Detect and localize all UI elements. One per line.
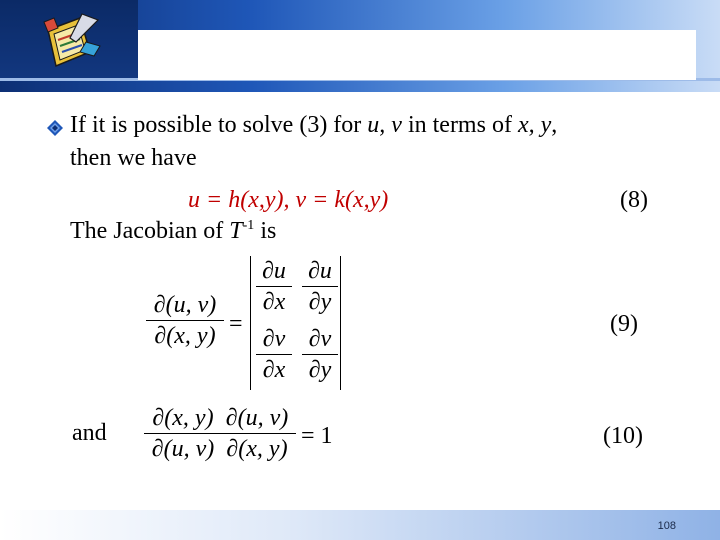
eq10-fraction-1	[144, 403, 222, 464]
text-segment: ,	[551, 112, 558, 138]
matrix-entry-21	[256, 324, 292, 385]
text-segment-italic: x, y	[517, 112, 552, 138]
fraction-numerator: ∂u	[262, 258, 286, 284]
determinant-left-bar	[250, 256, 251, 390]
fraction-numerator: ∂v	[262, 326, 286, 352]
fraction-numerator: ∂(u, v)	[153, 292, 217, 318]
fraction-numerator: ∂u	[308, 258, 332, 284]
determinant-right-bar	[340, 256, 341, 390]
matrix-entry-12	[302, 256, 338, 317]
fraction-numerator: ∂(x, y)	[152, 405, 214, 431]
fraction-numerator: ∂(u, v)	[225, 405, 289, 431]
equation-9-label: (9)	[610, 311, 638, 337]
and-word: and	[72, 420, 107, 446]
transform-symbol: T	[229, 218, 243, 244]
footer-band	[0, 510, 720, 540]
jacobian-line	[70, 217, 276, 245]
text-segment: If it is possible to solve (3) for	[70, 112, 368, 138]
fraction-denominator: ∂y	[308, 289, 332, 315]
fraction-denominator: ∂x	[262, 357, 286, 383]
text-segment-italic: u, v	[367, 112, 402, 138]
inverse-superscript: -1	[242, 218, 255, 233]
matrix-entry-22	[302, 324, 338, 385]
equation-10-label: (10)	[603, 423, 643, 449]
equation-8: u = h(x,y), v = k(x,y)	[188, 187, 389, 213]
bullet-diamond-icon	[47, 120, 63, 136]
page-number: 108	[657, 520, 676, 532]
fraction-denominator: ∂y	[308, 357, 332, 383]
fraction-denominator: ∂x	[262, 289, 286, 315]
fraction-denominator: ∂(x, y)	[226, 436, 288, 462]
equation-8-label: (8)	[620, 187, 648, 213]
logo-icon	[40, 12, 104, 74]
bullet-line-1	[70, 111, 557, 139]
fraction-denominator: ∂(u, v)	[151, 436, 215, 462]
bullet-line-2: then we have	[70, 145, 197, 171]
text-segment: The Jacobian of	[70, 218, 230, 244]
eq10-rhs: = 1	[301, 423, 333, 449]
matrix-entry-11	[256, 256, 292, 317]
eq10-fraction-2	[218, 403, 296, 464]
eq9-equals: =	[229, 311, 243, 337]
title-area	[138, 30, 696, 80]
text-segment: is	[254, 218, 277, 244]
fraction-numerator: ∂v	[308, 326, 332, 352]
fraction-denominator: ∂(x, y)	[154, 323, 216, 349]
eq9-lhs-fraction	[146, 290, 224, 351]
text-segment: in terms of	[401, 112, 518, 138]
